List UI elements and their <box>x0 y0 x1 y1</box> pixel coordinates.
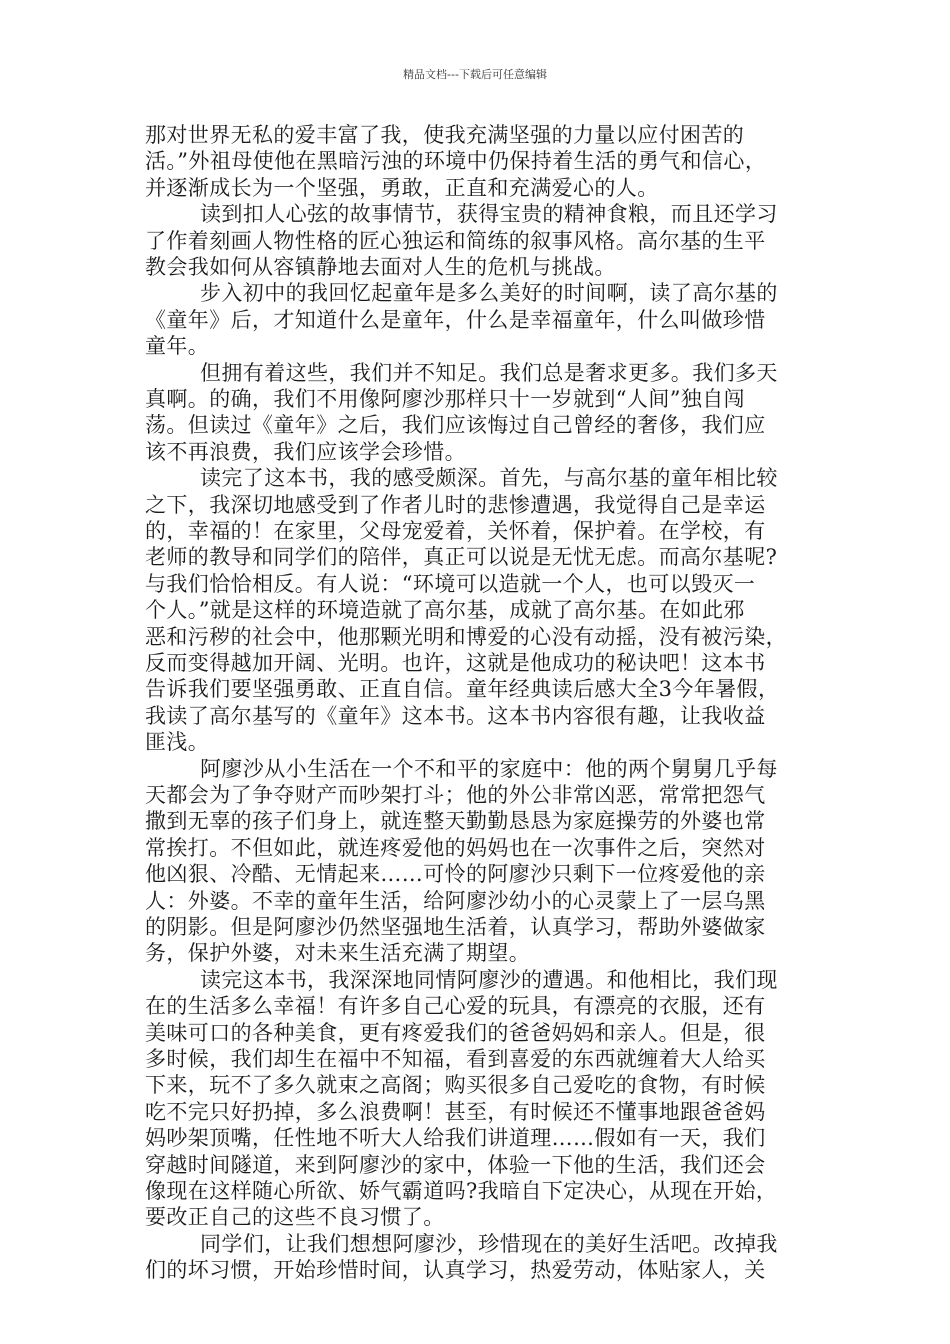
text-line: 穿越时间隧道，来到阿廖沙的家中，体验一下他的生活，我们还会 <box>145 1152 766 1177</box>
text-line: 了作着刻画人物性格的匠心独运和简练的叙事风格。高尔基的生平 <box>145 228 766 253</box>
text-line: 吃不完只好扔掉，多么浪费啊！甚至，有时候还不懂事地跟爸爸妈 <box>145 1099 766 1124</box>
text-line: 那对世界无私的爱丰富了我，使我充满坚强的力量以应付困苦的 <box>145 123 745 147</box>
text-line: 天都会为了争夺财产而吵架打斗；他的外公非常凶恶，常常把怨气 <box>145 783 766 807</box>
text-line: 该不再浪费，我们应该学会珍惜。 <box>145 439 466 464</box>
text-line: 教会我如何从容镇静地去面对人生的危机与挑战。 <box>145 255 616 279</box>
text-line: 反而变得越加开阔、光明。也许，这就是他成功的秘诀吧！这本书 <box>145 651 766 675</box>
text-line: 妈吵架顶嘴，任性地不听大人给我们讲道理……假如有一天，我们 <box>145 1126 766 1151</box>
text-line: 并逐渐成长为一个坚强，勇敢，正直和充满爱心的人。 <box>145 175 659 200</box>
text-line: 荡。但读过《童年》之后，我们应该悔过自己曾经的奢侈，我们应 <box>145 413 766 438</box>
text-line: 之下，我深切地感受到了作者儿时的悲惨遭遇，我觉得自己是幸运 <box>145 492 766 517</box>
text-line: 常挨打。不但如此，就连疼爱他的妈妈也在一次事件之后，突然对 <box>145 835 766 860</box>
text-line: 多时候，我们却生在福中不知福，看到喜爱的东西就缠着大人给买 <box>145 1047 766 1071</box>
text-line: 人：外婆。不幸的童年生活，给阿廖沙幼小的心灵蒙上了一层乌黑 <box>145 888 766 913</box>
text-line: 同学们，让我们想想阿廖沙，珍惜现在的美好生活吧。改掉我 <box>200 1231 778 1256</box>
text-line: 撒到无辜的孩子们身上，就连整天勤勤恳恳为家庭操劳的外婆也常 <box>145 809 766 834</box>
text-line: 恶和污秽的社会中，他那颗光明和博爱的心没有动摇，没有被污染， <box>145 624 787 649</box>
text-line: 我读了高尔基写的《童年》这本书。这本书内容很有趣，让我收益 <box>145 703 766 728</box>
text-line: 务，保护外婆，对未来生活充满了期望。 <box>145 941 531 966</box>
text-line: 童年。 <box>145 334 210 359</box>
text-line: 美味可口的各种美食，更有疼爱我们的爸爸妈妈和亲人。但是，很 <box>145 1020 766 1045</box>
text-line: 老师的教导和同学们的陪伴，真正可以说是无忧无虑。而高尔基呢? <box>145 545 778 570</box>
text-line: 步入初中的我回忆起童年是多么美好的时间啊，读了高尔基的 <box>200 281 778 306</box>
text-line: 像现在这样随心所欲、娇气霸道吗?我暗自下定决心，从现在开始， <box>145 1179 778 1203</box>
text-line: 下来，玩不了多久就束之高阁；购买很多自己爱吃的食物，有时候 <box>145 1073 766 1098</box>
text-line: 阿廖沙从小生活在一个不和平的家庭中：他的两个舅舅几乎每 <box>200 756 778 781</box>
text-line: 真啊。的确，我们不用像阿廖沙那样只十一岁就到“人间”独自闯 <box>145 387 746 411</box>
text-line: 个人。”就是这样的环境造就了高尔基，成就了高尔基。在如此邪 <box>145 598 745 623</box>
text-line: 的阴影。但是阿廖沙仍然坚强地生活着，认真学习，帮助外婆做家 <box>145 915 766 939</box>
text-line: 在的生活多么幸福！有许多自己心爱的玩具，有漂亮的衣服，还有 <box>145 994 766 1019</box>
text-line: 们的坏习惯，开始珍惜时间，认真学习，热爱劳动，体贴家人，关 <box>145 1258 766 1283</box>
text-line: 与我们恰恰相反。有人说：“环境可以造就一个人，也可以毁灭一 <box>145 571 756 596</box>
text-line: 读到扣人心弦的故事情节，获得宝贵的精神食粮，而且还学习 <box>200 202 778 227</box>
text-line: 活。”外祖母使他在黑暗污浊的环境中仍保持着生活的勇气和信心， <box>145 149 767 174</box>
text-line: 他凶狠、冷酷、无情起来……可怜的阿廖沙只剩下一位疼爱他的亲 <box>145 862 766 887</box>
text-line: 的，幸福的！在家里，父母宠爱着，关怀着，保护着。在学校，有 <box>145 519 766 543</box>
text-line: 要改正自己的这些不良习惯了。 <box>145 1205 445 1230</box>
text-line: 读完了这本书，我的感受颇深。首先，与高尔基的童年相比较 <box>200 466 778 491</box>
page-header: 精品文档---下载后可任意编辑 <box>403 68 547 81</box>
text-line: 匪浅。 <box>145 730 210 755</box>
text-line: 告诉我们要坚强勇敢、正直自信。童年经典读后感大全3今年暑假， <box>145 677 780 702</box>
text-line: 《童年》后，才知道什么是童年，什么是幸福童年，什么叫做珍惜 <box>145 307 766 332</box>
text-line: 但拥有着这些，我们并不知足。我们总是奢求更多。我们多天 <box>200 360 778 385</box>
text-line: 读完这本书，我深深地同情阿廖沙的遭遇。和他相比，我们现 <box>200 967 778 992</box>
